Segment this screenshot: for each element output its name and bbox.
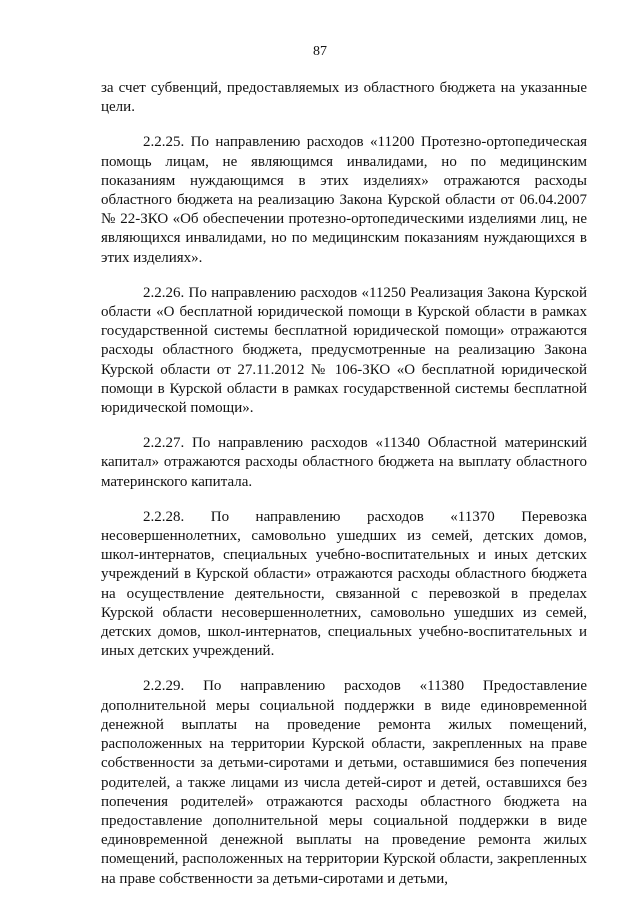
paragraph-2-2-27: 2.2.27. По направлению расходов «11340 Областной материнский капитал» отражаются расходы областного бюджета на выплату областного материнского капитала. <box>101 435 587 490</box>
paragraph-2-2-25: 2.2.25. По направлению расходов «11200 Протезно-ортопедическая помощь лицам, не являющимся инвалидами, но по медицинским показаниям нуждающимся в этих изделиях» отражаются расходы областного бюджета на реализацию Закона Курской области от 06.04.2007 № 22-ЗКО «Об обеспечении протезно-ортопедическими изделиями лиц, не являющихся инвалидами, но по медицинским показаниям нуждающихся в этих изделиях». <box>101 134 587 266</box>
document-body <box>101 79 587 889</box>
paragraph-2-2-28: 2.2.28. По направлению расходов «11370 Перевозка несовершеннолетних, самовольно ушедших из семей, детских домов, школ-интернатов, специальных учебно-воспитательных и иных детских учреждений в Курской области» отражаются расходы областного бюджета на осуществление деятельности, связанной с перевозкой в пределах Курской области несовершеннолетних, самовольно ушедших из семей, детских домов, школ-интернатов, специальных учебно-воспитательных и иных детских учреждений. <box>101 508 587 660</box>
page-number: 87 <box>313 44 327 59</box>
paragraph-2-2-26: 2.2.26. По направлению расходов «11250 Реализация Закона Курской области «О бесплатной юридической помощи в Курской области в рамках государственной системы бесплатной юридической помощи» отражаются расходы областного бюджета, предусмотренные на реализацию Закона Курской области от 27.11.2012 № 106-ЗКО «О бесплатной юридической помощи в Курской области в рамках государственной системы бесплатной юридической помощи». <box>101 284 587 417</box>
paragraph-2-2-29: 2.2.29. По направлению расходов «11380 Предоставление дополнительной меры социальной поддержки в виде единовременной денежной выплаты на проведение ремонта жилых помещений, расположенных на территории Курской области, закрепленных на праве собственности за детьми-сиротами и детьми, оставшимися без попечения родителей, а также лицами из числа детей-сирот и детей, оставшихся без попечения родителей» отражаются расходы областного бюджета на предоставление дополнительной меры социальной поддержки в виде единовременной денежной выплаты на проведение ремонта жилых помещений, расположенных на территории Курской области, закрепленных на праве собственности за детьми-сиротами и детьми, <box>101 678 587 887</box>
paragraph-continuation: за счет субвенций, предоставляемых из областного бюджета на указанные цели. <box>101 80 587 116</box>
